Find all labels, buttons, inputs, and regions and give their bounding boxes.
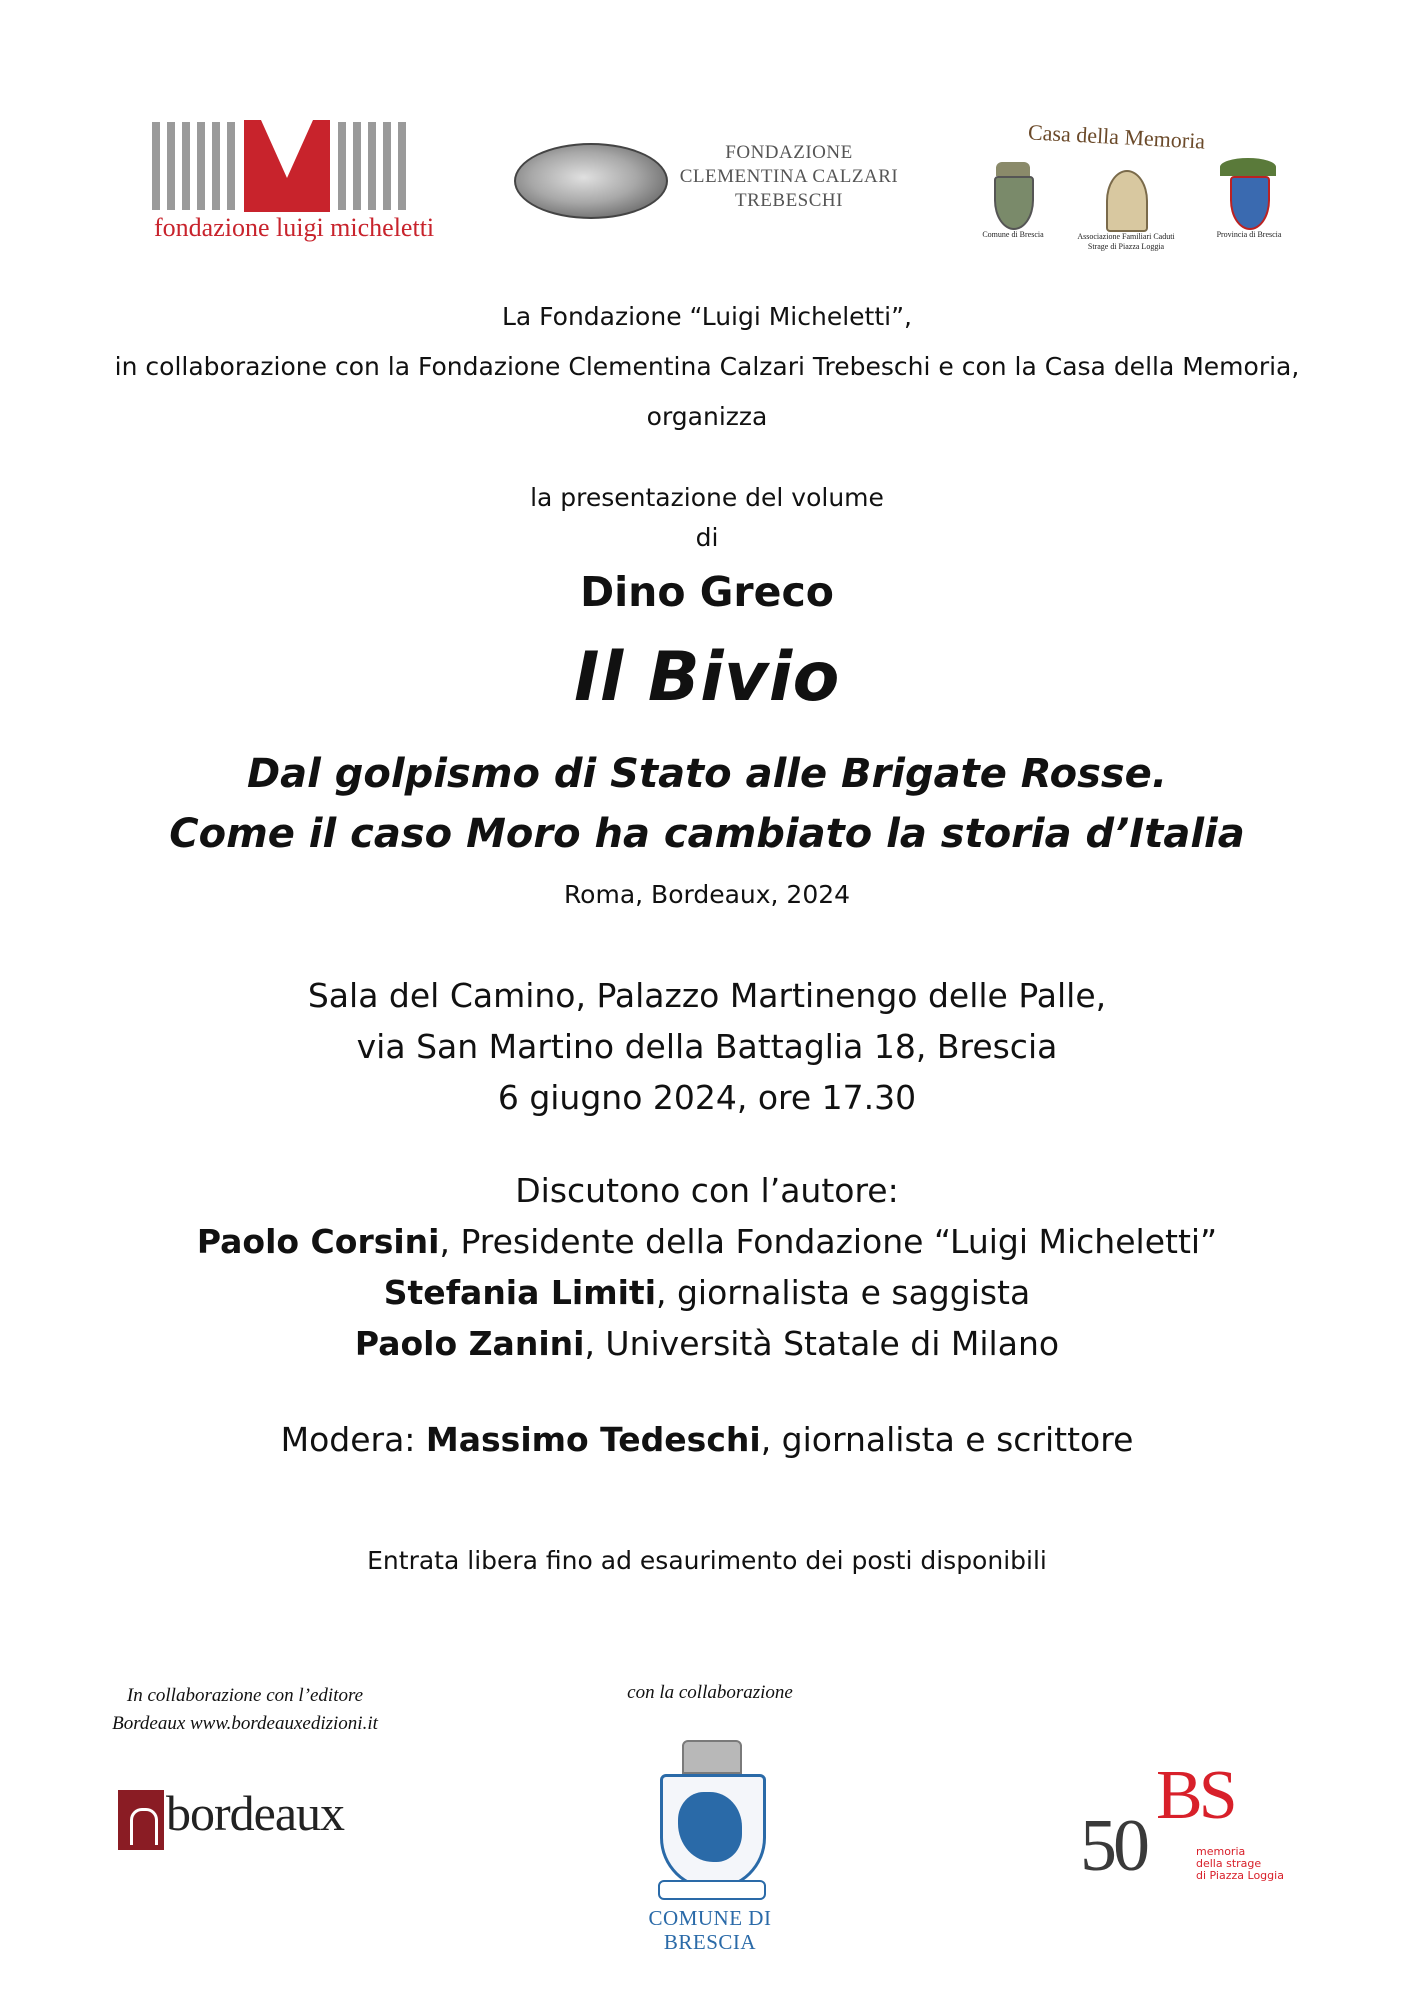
book-title: Il Bivio: [574, 638, 840, 717]
venue-date-time: 6 giugno 2024, ore 17.30: [497, 1078, 917, 1117]
calzari-line-1: FONDAZIONE: [725, 142, 853, 163]
casa-label-comune: Comune di Brescia: [982, 230, 1044, 239]
speaker-row: [0, 1216, 1414, 1267]
casa-label-association-line-2: Strage di Piazza Loggia: [1087, 242, 1165, 251]
speaker-role: , Presidente della Fondazione “Luigi Micheletti”: [439, 1222, 1218, 1261]
intro-line-3: organizza: [646, 402, 768, 431]
book-edition: Roma, Bordeaux, 2024: [563, 880, 851, 909]
bs50-tag-line-2: della strage: [1196, 1857, 1262, 1870]
speaker-role: , giornalista e saggista: [656, 1273, 1031, 1312]
book-subtitle-line-2: Come il caso Moro ha cambiato la storia d’Italia: [169, 811, 1245, 857]
casa-memoria-title: Casa della Memoria: [1027, 119, 1206, 154]
speaker-row: [0, 1318, 1414, 1369]
casa-label-association: [1068, 232, 1184, 252]
comune-crest-icon: [994, 176, 1034, 230]
calzari-line-3: TREBESCHI: [735, 190, 843, 211]
calzari-name: [664, 141, 914, 213]
intro-block: [0, 292, 1414, 442]
moderator-role: , giornalista e scrittore: [760, 1420, 1134, 1459]
moderator-line: [0, 1420, 1414, 1459]
entry-note: Entrata libera fino ad esaurimento dei posti disponibili: [367, 1546, 1047, 1575]
discussion-block: [0, 1165, 1414, 1369]
book-subtitle-line-1: Dal golpismo di Stato alle Brigate Rosse.: [246, 751, 1168, 797]
venue-block: [0, 970, 1414, 1123]
casa-memoria-logo: [968, 118, 1314, 251]
presentation-block: [0, 478, 1414, 558]
calzari-medal-icon: [514, 143, 668, 219]
intro-line-1: La Fondazione “Luigi Micheletti”,: [501, 302, 913, 331]
association-crest-icon: [1106, 170, 1148, 232]
editor-collaboration-note: [80, 1682, 410, 1738]
moderator-label: Modera:: [280, 1420, 426, 1459]
editor-collab-line-1: In collaborazione con l’editore: [126, 1685, 364, 1706]
bs50-letters: BS: [1156, 1757, 1234, 1834]
discussion-heading: Discutono con l’autore:: [515, 1171, 899, 1210]
comune-crown-icon: [996, 162, 1030, 176]
crown-icon: [682, 1740, 742, 1774]
editor-collab-line-2: Bordeaux www.bordeauxedizioni.it: [112, 1713, 378, 1734]
micheletti-m-mark: [244, 120, 330, 212]
bs50-number: 50: [1080, 1805, 1146, 1887]
casa-label-association-line-1: Associazione Familiari Caduti: [1077, 232, 1175, 241]
comune-name-line-1: COMUNE DI: [648, 1906, 772, 1930]
micheletti-name: fondazione luigi micheletti: [154, 213, 435, 242]
venue-line-2: via San Martino della Battaglia 18, Brescia: [356, 1027, 1058, 1066]
comune-name-line-2: BRESCIA: [663, 1930, 757, 1954]
bs50-tagline: [1196, 1846, 1284, 1882]
casa-label-provincia: Provincia di Brescia: [1216, 230, 1282, 239]
presentation-line-2: di: [695, 523, 719, 552]
ribbon-icon: [658, 1880, 766, 1900]
calzari-line-2: CLEMENTINA CALZARI: [679, 166, 899, 187]
provincia-crown-icon: [1220, 158, 1276, 176]
bs50-tag-line-1: memoria: [1196, 1845, 1246, 1858]
micheletti-logo: [152, 118, 462, 248]
comune-name: [620, 1906, 800, 1954]
bordeaux-logo: [118, 1785, 408, 1856]
speaker-name: Stefania Limiti: [383, 1273, 656, 1312]
presentation-line-1: la presentazione del volume: [530, 483, 884, 512]
author-name: Dino Greco: [580, 568, 834, 616]
speaker-role: , Università Statale di Milano: [584, 1324, 1060, 1363]
bs50-tag-line-3: di Piazza Loggia: [1196, 1869, 1284, 1882]
provincia-crest-icon: [1230, 176, 1270, 230]
venue-line-1: Sala del Camino, Palazzo Martinengo delle Palle,: [307, 976, 1107, 1015]
speaker-name: Paolo Zanini: [354, 1324, 585, 1363]
book-subtitle: [0, 744, 1414, 864]
collaboration-note: con la collaborazione: [627, 1682, 793, 1703]
intro-line-2: in collaborazione con la Fondazione Clementina Calzari Trebeschi e con la Casa della Memoria,: [114, 352, 1300, 381]
bordeaux-wordmark: bordeaux: [166, 1785, 345, 1841]
speaker-row: [0, 1267, 1414, 1318]
comune-brescia-logo: [640, 1740, 780, 1970]
bs50-logo: [1080, 1757, 1310, 1890]
calzari-logo: [514, 138, 914, 228]
speaker-name: Paolo Corsini: [196, 1222, 440, 1261]
moderator-name: Massimo Tedeschi: [425, 1420, 761, 1459]
bordeaux-arch-icon: [118, 1790, 164, 1850]
